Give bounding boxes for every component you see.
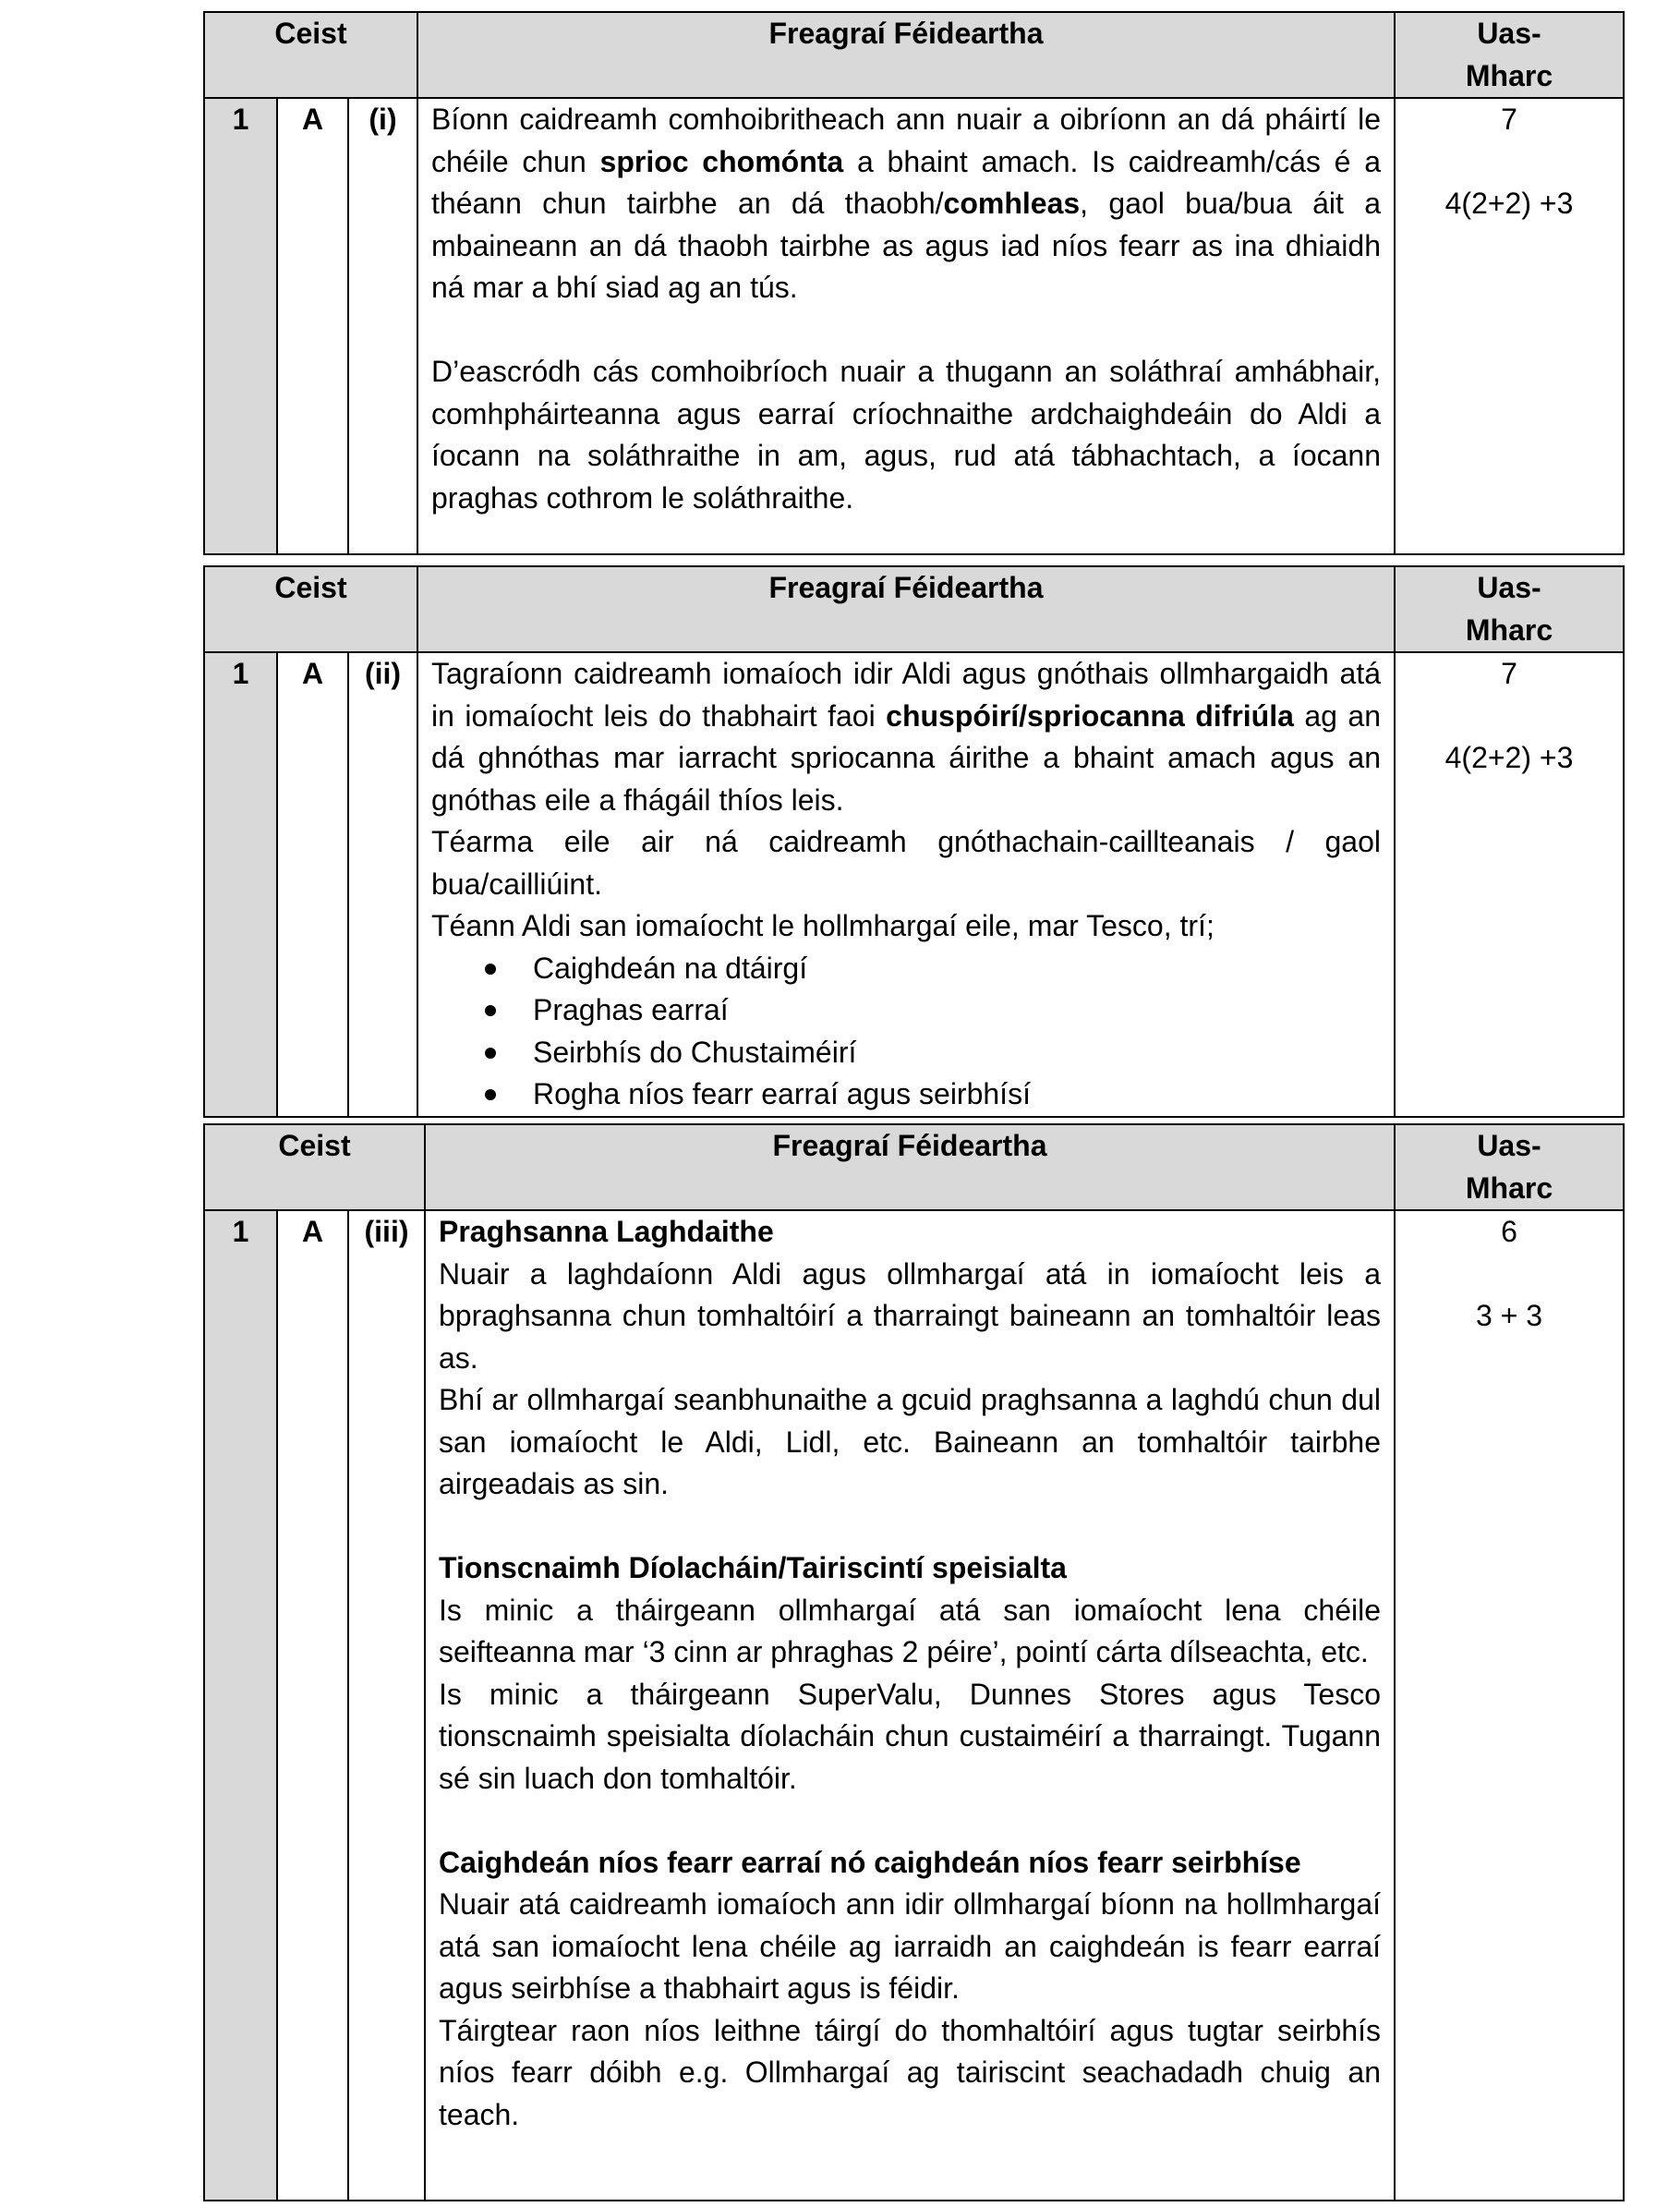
marks-cell <box>1395 1210 1624 2201</box>
freagrai-header: Freagraí Féideartha <box>425 1124 1395 1210</box>
ceist-header: Ceist <box>204 566 417 652</box>
question-subpart: (ii) <box>348 652 417 1117</box>
question-row <box>204 98 1624 554</box>
answer-cell <box>417 98 1395 554</box>
marks-breakdown: 4(2+2) +3 <box>1444 187 1574 220</box>
bullet-list <box>431 948 1381 1116</box>
answer-keyword: sprioc chomónta <box>599 144 844 178</box>
question-number: 1 <box>204 652 277 1117</box>
question-part: A <box>277 1210 348 2201</box>
marks-breakdown: 3 + 3 <box>1475 1299 1543 1332</box>
bullet-item: Caighdeán na dtáirgí <box>533 948 1381 990</box>
answer-text: ag an dá ghnóthas mar iarracht spriocanna áirithe a bhaint amach agus an gnóthas eile a fhágáil thíos leis. <box>431 698 1382 817</box>
marks-total: 7 <box>1501 657 1517 690</box>
bullet-item: Seirbhís do Chustaiméirí <box>533 1032 1381 1074</box>
ceist-header: Ceist <box>204 1124 425 1210</box>
uas-label: Uas- <box>1477 571 1541 604</box>
question-subpart: (i) <box>348 98 417 554</box>
answer-cell <box>417 652 1395 1117</box>
answer-text: a bhaint amach. Is caidreamh/cás é a théann chun tairbhe an dá thaobh/ <box>431 144 1382 220</box>
answer-paragraph <box>431 99 1381 309</box>
answer-paragraph: Is minic a tháirgeann ollmhargaí atá san iomaíocht lena chéile seifteanna mar ‘3 cinn ar phraghas 2 péire’, pointí cárta dílseachta, etc. <box>439 1593 1381 1668</box>
marking-scheme-table-2 <box>203 565 1625 1118</box>
section-heading: Caighdeán níos fearr earraí nó caighdeán níos fearr seirbhíse <box>439 1845 1301 1879</box>
mharc-label: Mharc <box>1465 612 1553 647</box>
table-header-row <box>204 1124 1624 1210</box>
marks-total: 6 <box>1501 1215 1517 1248</box>
question-row <box>204 652 1624 1117</box>
uas-mharc-header <box>1395 566 1624 652</box>
freagrai-header: Freagraí Féideartha <box>417 12 1395 98</box>
uas-label: Uas- <box>1477 17 1541 50</box>
answer-keyword: chuspóirí/spriocanna difriúla <box>886 698 1294 733</box>
section-heading: Tionscnaimh Díolacháin/Tairiscintí speisialta <box>439 1551 1067 1584</box>
answer-text: Tagraíonn caidreamh iomaíoch idir Aldi agus gnóthais ollmhargaidh atá in iomaíocht leis do thabhairt faoi <box>431 657 1381 733</box>
question-part: A <box>277 98 348 554</box>
question-row <box>204 1210 1624 2201</box>
uas-label: Uas- <box>1477 1129 1541 1162</box>
answer-paragraph: Táirgtear raon níos leithne táirgí do thomhaltóirí agus tugtar seirbhís níos fearr dóibh e.g. Ollmhargaí ag tairiscint seachadadh chuig an teach. <box>439 2013 1381 2131</box>
answer-keyword: comhleas <box>943 187 1081 220</box>
answer-paragraph: Is minic a tháirgeann SuperValu, Dunnes Stores agus Tesco tionscnaimh speisialta díolacháin chun custaiméirí a tharraingt. Tugann sé sin luach don tomhaltóir. <box>439 1677 1381 1795</box>
question-number: 1 <box>204 1210 277 2201</box>
answer-paragraph: D’eascródh cás comhoibríoch nuair a thugann an soláthraí amhábhair, comhpháirteanna agus earraí críochnaithe ardchaighdeáin do Aldi a íocann na soláthraithe in am, agus, rud atá tábhachtach, a íocann praghas cothrom le soláthraithe. <box>431 355 1381 515</box>
answer-paragraph: Téann Aldi san iomaíocht le hollmhargaí eile, mar Tesco, trí; <box>431 909 1215 942</box>
bullet-item: Praghas earraí <box>533 989 1381 1032</box>
answer-paragraph: Bhí ar ollmhargaí seanbhunaithe a gcuid praghsanna a laghdú chun dul san iomaíocht le Aldi, Lidl, etc. Baineann an tomhaltóir tairbhe airgeadais as sin. <box>439 1383 1381 1500</box>
answer-cell <box>425 1210 1395 2201</box>
marking-scheme-table-1 <box>203 11 1625 555</box>
answer-text: Bíonn caidreamh comhoibritheach ann nuair a oibríonn an dá pháirtí le chéile chun <box>431 103 1381 178</box>
question-part: A <box>277 652 348 1117</box>
freagrai-header: Freagraí Féideartha <box>417 566 1395 652</box>
marks-cell <box>1395 98 1624 554</box>
marks-breakdown: 4(2+2) +3 <box>1444 741 1574 774</box>
mharc-label: Mharc <box>1465 58 1553 92</box>
marking-scheme-table-3 <box>203 1123 1625 2201</box>
question-number: 1 <box>204 98 277 554</box>
uas-mharc-header <box>1395 1124 1624 1210</box>
uas-mharc-header <box>1395 12 1624 98</box>
table-header-row <box>204 566 1624 652</box>
answer-paragraph: Nuair atá caidreamh iomaíoch ann idir ollmhargaí bíonn na hollmhargaí atá san iomaíocht lena chéile ag iarraidh an caighdeán is fearr earraí agus seirbhíse a thabhairt agus is féidir. <box>439 1887 1381 2005</box>
table-header-row <box>204 12 1624 98</box>
ceist-header: Ceist <box>204 12 417 98</box>
marks-cell <box>1395 652 1624 1117</box>
answer-text: , gaol bua/bua áit a mbaineann an dá thaobh tairbhe as agus iad níos fearr as ina dhiaidh ná mar a bhí siad ag an tús. <box>431 187 1382 304</box>
mharc-label: Mharc <box>1465 1170 1553 1205</box>
marks-total: 7 <box>1501 103 1517 136</box>
answer-paragraph: Nuair a laghdaíonn Aldi agus ollmhargaí atá in iomaíocht leis a bpraghsanna chun tomhaltóirí a tharraingt baineann an tomhaltóir leas as. <box>439 1256 1381 1375</box>
bullet-item: Rogha níos fearr earraí agus seirbhísí <box>533 1073 1381 1116</box>
section-heading: Praghsanna Laghdaithe <box>439 1215 774 1248</box>
answer-paragraph: Téarma eile air ná caidreamh gnóthachain-caillteanais / gaol bua/cailliúint. <box>431 825 1381 901</box>
question-subpart: (iii) <box>348 1210 425 2201</box>
answer-paragraph <box>431 653 1381 821</box>
